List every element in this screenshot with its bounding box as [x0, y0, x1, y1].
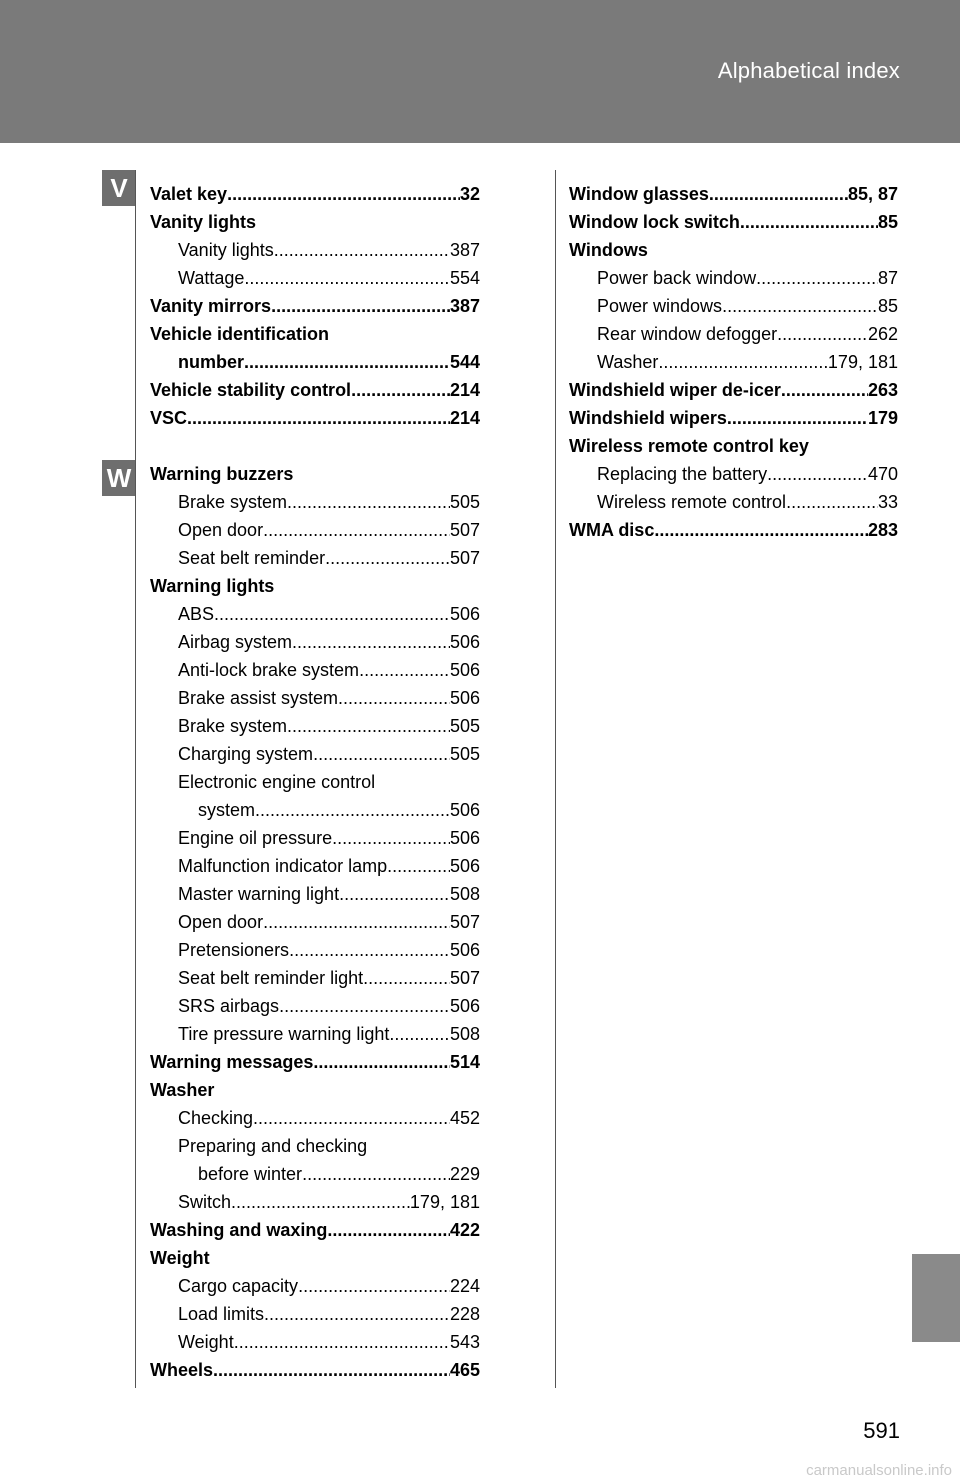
leader-dots [359, 656, 450, 684]
index-entry [150, 1328, 480, 1356]
page-reference: 263 [867, 380, 898, 400]
left-index-column [150, 180, 480, 1384]
watermark: carmanualsonline.info [806, 1462, 952, 1479]
leader-dots [227, 180, 460, 208]
page-reference: 543 [449, 1332, 480, 1352]
header-band [0, 0, 960, 143]
index-entry [569, 208, 898, 236]
index-entry [569, 376, 898, 404]
leader-dots [387, 852, 450, 880]
index-group-v [150, 180, 480, 432]
page-reference: 387 [449, 296, 480, 316]
entry-label: SRS airbags [178, 996, 280, 1016]
leader-dots [274, 236, 450, 264]
index-entry [150, 1216, 480, 1244]
right-index-column [569, 180, 898, 544]
entry-label: Tire pressure warning light [178, 1024, 390, 1044]
index-heading: Preparing and checking [178, 1136, 368, 1156]
leader-dots [292, 628, 450, 656]
index-heading: Washer [150, 1080, 215, 1100]
leader-dots [658, 348, 828, 376]
leader-dots [263, 516, 450, 544]
leader-dots [786, 488, 878, 516]
page-reference: 554 [449, 268, 480, 288]
page-reference: 505 [449, 716, 480, 736]
entry-label: number [178, 352, 245, 372]
entry-label: Weight [178, 1332, 234, 1352]
page-reference: 506 [449, 660, 480, 680]
page-reference: 506 [449, 856, 480, 876]
leader-dots [298, 1272, 450, 1300]
leader-dots [213, 1356, 450, 1384]
index-entry [150, 348, 480, 376]
entry-label: Cargo capacity [178, 1276, 299, 1296]
index-entry [150, 600, 480, 628]
entry-label: Rear window defogger [597, 324, 778, 344]
group-gap [150, 432, 480, 460]
leader-dots [756, 264, 878, 292]
leader-dots [709, 180, 848, 208]
page-reference: 506 [449, 828, 480, 848]
leader-dots [302, 1160, 450, 1188]
page-reference: 507 [449, 548, 480, 568]
section-title: Alphabetical index [717, 58, 900, 83]
entry-label: Brake assist system [178, 688, 339, 708]
leader-dots [389, 1020, 450, 1048]
index-heading: Windows [569, 240, 648, 260]
index-entry [150, 628, 480, 656]
page-reference: 33 [877, 492, 898, 512]
leader-dots [777, 320, 868, 348]
entry-label: Pretensioners [178, 940, 290, 960]
entry-label: Valet key [150, 184, 228, 204]
index-entry [150, 1300, 480, 1328]
index-entry [569, 292, 898, 320]
page-reference: 229 [449, 1164, 480, 1184]
index-entry [150, 1104, 480, 1132]
entry-label: Brake system [178, 492, 288, 512]
leader-dots [287, 488, 450, 516]
page-reference: 179, 181 [827, 352, 898, 372]
page-reference: 422 [449, 1220, 480, 1240]
leader-dots [313, 740, 450, 768]
index-entry [150, 992, 480, 1020]
entry-label: before winter [198, 1164, 303, 1184]
page-reference: 506 [449, 996, 480, 1016]
index-entry [150, 656, 480, 684]
left-column-rule [135, 170, 136, 1388]
page-reference: 387 [449, 240, 480, 260]
index-entry [569, 516, 898, 544]
index-entry [150, 236, 480, 264]
index-heading: Wireless remote control key [569, 436, 809, 456]
leader-dots [351, 376, 450, 404]
page-reference: 508 [449, 1024, 480, 1044]
index-entry [150, 292, 480, 320]
index-entry [150, 936, 480, 964]
leader-dots [313, 1048, 450, 1076]
index-entry [569, 264, 898, 292]
index-entry [569, 180, 898, 208]
index-entry [150, 796, 480, 824]
page-reference: 85 [877, 296, 898, 316]
entry-label: Open door [178, 520, 264, 540]
page-reference: 470 [867, 464, 898, 484]
entry-label: Checking [178, 1108, 254, 1128]
entry-label: Vehicle stability control [150, 380, 352, 400]
page-reference: 262 [867, 324, 898, 344]
page-reference: 505 [449, 492, 480, 512]
index-heading: Vanity lights [150, 212, 257, 232]
leader-dots [767, 460, 868, 488]
index-entry [569, 460, 898, 488]
page-reference: 544 [449, 352, 480, 372]
index-entry [150, 1272, 480, 1300]
page-reference: 465 [449, 1360, 480, 1380]
index-entry [150, 264, 480, 292]
entry-label: Washing and waxing [150, 1220, 328, 1240]
index-entry [150, 544, 480, 572]
entry-label: Seat belt reminder [178, 548, 326, 568]
entry-label: Malfunction indicator lamp [178, 856, 388, 876]
page-reference: 179 [867, 408, 898, 428]
page-reference: 85, 87 [847, 184, 898, 204]
leader-dots [338, 684, 450, 712]
entry-label: Windshield wipers [569, 408, 727, 428]
leader-dots [325, 544, 450, 572]
leader-dots [363, 964, 450, 992]
page-reference: 506 [449, 632, 480, 652]
page-reference: 452 [449, 1108, 480, 1128]
leader-dots [332, 824, 450, 852]
letter-tab-w: W [102, 460, 136, 496]
index-group-w-cont [569, 180, 898, 544]
entry-label: Master warning light [178, 884, 340, 904]
leader-dots [264, 1300, 450, 1328]
index-entry [150, 740, 480, 768]
index-entry [150, 684, 480, 712]
entry-label: Washer [597, 352, 659, 372]
entry-label: Wheels [150, 1360, 214, 1380]
leader-dots [727, 404, 868, 432]
index-heading: Warning buzzers [150, 464, 294, 484]
index-entry [150, 824, 480, 852]
index-entry [150, 180, 480, 208]
entry-label: Vanity mirrors [150, 296, 272, 316]
leader-dots [253, 1104, 450, 1132]
entry-label: Window lock switch [569, 212, 740, 232]
index-entry [150, 516, 480, 544]
entry-label: Load limits [178, 1304, 265, 1324]
center-column-rule [555, 170, 556, 1388]
index-entry [569, 404, 898, 432]
leader-dots [781, 376, 868, 404]
index-entry [150, 908, 480, 936]
entry-label: Wireless remote control [597, 492, 787, 512]
page-reference: 214 [449, 380, 480, 400]
index-entry [150, 488, 480, 516]
entry-label: Power windows [597, 296, 723, 316]
page-reference: 508 [449, 884, 480, 904]
index-entry [569, 320, 898, 348]
entry-label: Seat belt reminder light [178, 968, 364, 988]
index-heading: Weight [150, 1248, 210, 1268]
leader-dots [327, 1216, 450, 1244]
page-number: 591 [863, 1418, 900, 1443]
entry-label: Wattage [178, 268, 245, 288]
index-entry [150, 1020, 480, 1048]
leader-dots [339, 880, 450, 908]
leader-dots [187, 404, 450, 432]
index-entry [150, 964, 480, 992]
leader-dots [289, 936, 450, 964]
page-reference: 32 [459, 184, 480, 204]
leader-dots [279, 992, 450, 1020]
letter-tab-v: V [102, 170, 136, 206]
index-entry [150, 1188, 480, 1216]
entry-label: Window glasses [569, 184, 709, 204]
index-entry [150, 880, 480, 908]
leader-dots [244, 264, 450, 292]
page-reference: 507 [449, 968, 480, 988]
index-heading: Electronic engine control [178, 772, 376, 792]
index-entry [150, 852, 480, 880]
entry-label: Warning messages [150, 1052, 314, 1072]
page-reference: 228 [449, 1304, 480, 1324]
index-heading: Vehicle identification [150, 324, 330, 344]
entry-label: Replacing the battery [597, 464, 768, 484]
page-reference: 85 [877, 212, 898, 232]
entry-label: Airbag system [178, 632, 293, 652]
leader-dots [287, 712, 450, 740]
entry-label: WMA disc [569, 520, 655, 540]
page-reference: 507 [449, 912, 480, 932]
leader-dots [271, 292, 450, 320]
page-reference: 507 [449, 520, 480, 540]
leader-dots [263, 908, 450, 936]
index-entry [569, 348, 898, 376]
entry-label: ABS [178, 604, 215, 624]
page-reference: 506 [449, 604, 480, 624]
page-reference: 514 [449, 1052, 480, 1072]
page-reference: 179, 181 [409, 1192, 480, 1212]
page-reference: 87 [877, 268, 898, 288]
index-heading: Warning lights [150, 576, 275, 596]
index-entry [150, 712, 480, 740]
page-reference: 224 [449, 1276, 480, 1296]
entry-label: Power back window [597, 268, 757, 288]
index-entry [150, 1048, 480, 1076]
index-entry [569, 488, 898, 516]
entry-label: VSC [150, 408, 188, 428]
entry-label: system [198, 800, 256, 820]
entry-label: Windshield wiper de-icer [569, 380, 781, 400]
leader-dots [740, 208, 878, 236]
leader-dots [234, 1328, 450, 1356]
leader-dots [244, 348, 450, 376]
index-entry [150, 404, 480, 432]
index-entry [150, 376, 480, 404]
index-group-w [150, 460, 480, 1384]
page-reference: 505 [449, 744, 480, 764]
leader-dots [722, 292, 878, 320]
entry-label: Switch [178, 1192, 232, 1212]
page-reference: 506 [449, 800, 480, 820]
index-entry [150, 1356, 480, 1384]
page-reference: 214 [449, 408, 480, 428]
entry-label: Vanity lights [178, 240, 274, 260]
side-thumb-tab [912, 1254, 960, 1342]
entry-label: Brake system [178, 716, 288, 736]
leader-dots [231, 1188, 410, 1216]
leader-dots [214, 600, 450, 628]
index-entry [150, 1160, 480, 1188]
entry-label: Anti-lock brake system [178, 660, 360, 680]
leader-dots [255, 796, 450, 824]
page-reference: 506 [449, 688, 480, 708]
entry-label: Charging system [178, 744, 314, 764]
page-reference: 506 [449, 940, 480, 960]
page-reference: 283 [867, 520, 898, 540]
entry-label: Open door [178, 912, 264, 932]
leader-dots [654, 516, 868, 544]
entry-label: Engine oil pressure [178, 828, 333, 848]
